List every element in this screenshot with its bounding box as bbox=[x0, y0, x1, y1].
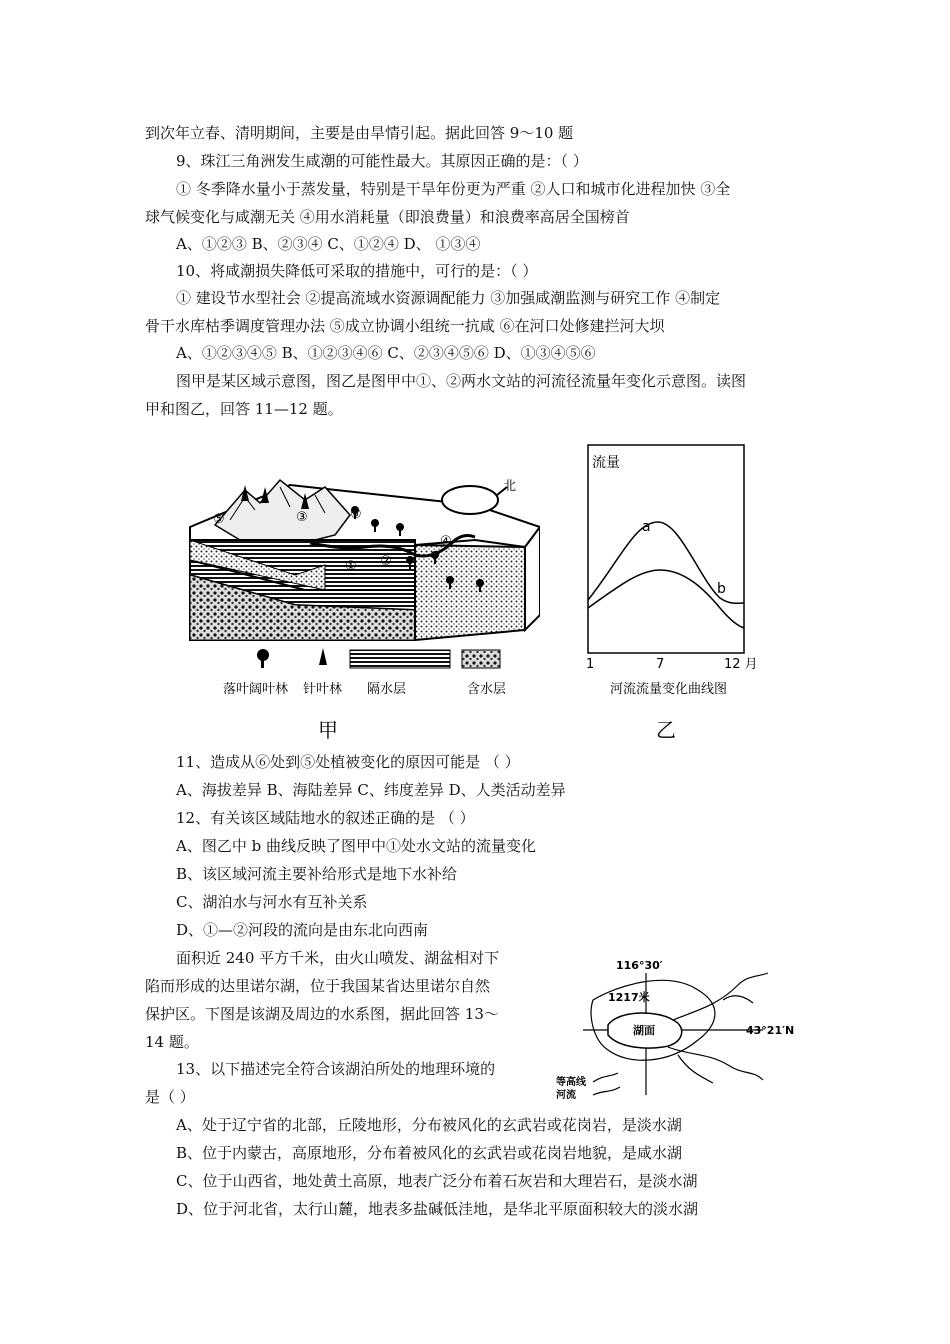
question-11: 11、造成从⑥处到⑤处植被变化的原因可能是 （ ） bbox=[176, 753, 520, 771]
text-line: 陷而形成的达里诺尔湖，位于我国某省达里诺尔自然 bbox=[145, 977, 491, 995]
broadleaf-tree-icon bbox=[257, 649, 269, 661]
elevation-label: 1217米 bbox=[608, 991, 650, 1004]
question-10: 10、将咸潮损失降低可采取的措施中，可行的是：（ ） bbox=[176, 262, 538, 280]
legend-impermeable: 隔水层 bbox=[367, 682, 407, 697]
question-9: 9、珠江三角洲发生咸潮的可能性最大。其原因正确的是：（ ） bbox=[176, 152, 588, 170]
caption-yi: 乙 bbox=[656, 718, 676, 742]
text-line: 面积近 240 平方千米，由火山喷发、湖盆相对下 bbox=[176, 949, 500, 967]
legend-broadleaf: 落叶阔叶林 bbox=[223, 682, 289, 697]
options-9: A、①②③ B、②③④ C、①②④ D、 ①③④ bbox=[176, 235, 481, 253]
conifer-tree-icon bbox=[319, 648, 327, 665]
text-line: 14 题。 bbox=[145, 1033, 199, 1051]
legend-aquifer: 含水层 bbox=[467, 682, 507, 697]
marker-4: ④ bbox=[440, 534, 452, 549]
river-line bbox=[673, 973, 768, 1020]
marker-1: ① bbox=[345, 559, 357, 574]
text-line: 球气候变化与咸潮无关 ④用水消耗量（即浪费量）和浪费率高居全国榜首 bbox=[145, 208, 630, 226]
marker-3: ③ bbox=[296, 510, 308, 525]
ylabel: 流量 bbox=[592, 455, 620, 471]
north-label: 北 bbox=[503, 479, 517, 494]
legend-conifer: 针叶林 bbox=[303, 682, 343, 697]
option-a-12: A、图乙中 b 曲线反映了图甲中①处水文站的流量变化 bbox=[176, 837, 536, 855]
text-line: ① 建设节水型社会 ②提高流域水资源调配能力 ③加强咸潮监测与研究工作 ④制定 bbox=[176, 289, 721, 307]
text-line: 骨干水库枯季调度管理办法 ⑤成立协调小组统一抗咸 ⑥在河口处修建拦河大坝 bbox=[145, 317, 665, 335]
text-line: 到次年立春、清明期间，主要是由旱情引起。据此回答 9～10 题 bbox=[145, 124, 574, 142]
figure-yi bbox=[580, 440, 760, 745]
option-d-12: D、①—②河段的流向是由东北向西南 bbox=[176, 921, 429, 939]
latitude-label: 43°21′N bbox=[746, 1024, 795, 1037]
option-b-13: B、位于内蒙古，高原地形，分布着被风化的玄武岩或花岗岩地貌，是咸水湖 bbox=[176, 1144, 683, 1162]
text-line: 是（ ） bbox=[145, 1088, 195, 1106]
longitude-label: 116°30′ bbox=[616, 959, 663, 972]
chart-title: 河流流量变化曲线图 bbox=[610, 682, 728, 697]
legend-contour: 等高线 bbox=[556, 1077, 586, 1088]
option-b-12: B、该区域河流主要补给形式是地下水补给 bbox=[176, 865, 458, 883]
options-10: A、①②③④⑤ B、①②③④⑥ C、②③④⑤⑥ D、①③④⑤⑥ bbox=[176, 344, 596, 362]
text-line: 甲和图乙，回答 11—12 题。 bbox=[145, 400, 343, 418]
question-13: 13、以下描述完全符合该湖泊所处的地理环境的 bbox=[176, 1060, 496, 1078]
impermeable-layer-swatch bbox=[350, 650, 450, 668]
question-12: 12、有关该区域陆地水的叙述正确的是 （ ） bbox=[176, 809, 475, 827]
options-11: A、海拔差异 B、海陆差异 C、纬度差异 D、人类活动差异 bbox=[176, 781, 566, 799]
aquifer-swatch bbox=[462, 650, 500, 668]
text-line: ① 冬季降水量小于蒸发量，特别是干旱年份更为严重 ②人口和城市化进程加快 ③全 bbox=[176, 180, 731, 198]
lake-label: 湖面 bbox=[633, 1024, 655, 1037]
option-d-13: D、位于河北省，太行山麓，地表多盐碱低洼地，是华北平原面积较大的淡水湖 bbox=[176, 1200, 699, 1218]
tick-12: 12 月 bbox=[724, 657, 758, 672]
marker-6: ⑥ bbox=[350, 507, 362, 522]
lake-map bbox=[548, 955, 818, 1105]
curve-a-label: a bbox=[642, 519, 651, 535]
option-c-13: C、位于山西省，地处黄土高原，地表广泛分布着石灰岩和大理岩石，是淡水湖 bbox=[176, 1172, 698, 1190]
option-c-12: C、湖泊水与河水有互补关系 bbox=[176, 893, 368, 911]
chart-frame bbox=[588, 445, 744, 653]
tick-7: 7 bbox=[656, 657, 665, 672]
legend-river: 河流 bbox=[556, 1090, 576, 1101]
marker-5: ⑤ bbox=[213, 512, 225, 527]
option-a-13: A、处于辽宁省的北部，丘陵地形，分布被风化的玄武岩或花岗岩，是淡水湖 bbox=[176, 1116, 682, 1134]
curve-b-label: b bbox=[717, 581, 726, 597]
caption-jia: 甲 bbox=[318, 718, 338, 742]
figure-jia bbox=[185, 465, 540, 750]
marker-2: ② bbox=[380, 554, 392, 569]
text-line: 保护区。下图是该湖及周边的水系图，据此回答 13～ bbox=[145, 1005, 499, 1023]
tick-1: 1 bbox=[586, 657, 595, 672]
text-line: 图甲是某区域示意图，图乙是图甲中①、②两水文站的河流径流量年变化示意图。读图 bbox=[176, 372, 747, 390]
